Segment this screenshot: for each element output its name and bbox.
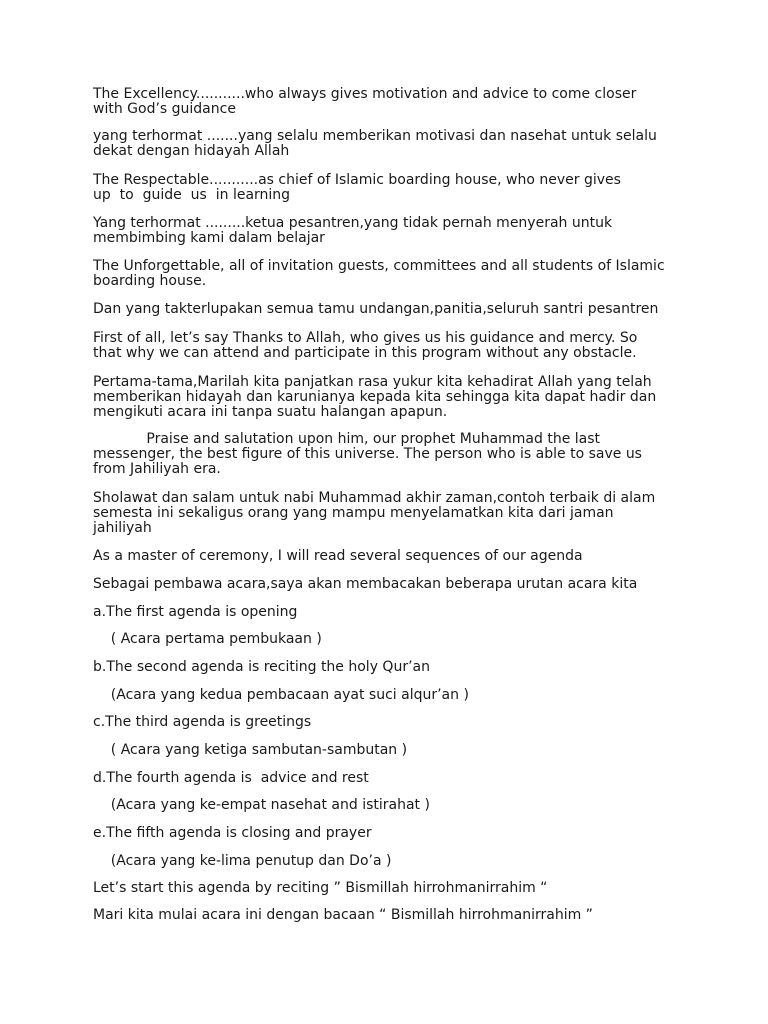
text-line: ( Acara yang ketiga sambutan-sambutan ) [93, 742, 408, 758]
paragraph [93, 87, 693, 117]
paragraph [93, 259, 693, 289]
text-line: (Acara yang ke-empat nasehat and istirahat ) [93, 797, 430, 813]
paragraph [93, 660, 693, 675]
paragraph [93, 491, 693, 535]
paragraph [93, 881, 693, 896]
text-line: c.The third agenda is greetings [93, 714, 312, 730]
text-line: Sebagai pembawa acara,saya akan membacakan beberapa urutan acara kita [93, 576, 638, 592]
text-line: Pertama-tama,Marilah kita panjatkan rasa yukur kita kehadirat Allah yang telah [93, 374, 652, 390]
text-line: The Respectable...........as chief of Islamic boarding house, who never gives [93, 172, 621, 188]
paragraph [93, 771, 693, 786]
text-line: ( Acara pertama pembukaan ) [93, 631, 322, 647]
paragraph [93, 854, 693, 869]
paragraph [93, 375, 693, 419]
text-line: memberikan hidayah dan karunianya kepada kita sehingga kita dapat hadir dan [93, 388, 657, 405]
text-line: semesta ini sekaligus orang yang mampu menyelamatkan kita dari jaman [93, 504, 614, 521]
text-line: b.The second agenda is reciting the holy Qur’an [93, 659, 430, 675]
paragraph [93, 577, 693, 592]
text-line: As a master of ceremony, I will read several sequences of our agenda [93, 548, 583, 564]
text-line: yang terhormat .......yang selalu memberikan motivasi dan nasehat untuk selalu [93, 128, 657, 144]
text-line: that why we can attend and participate in this program without any obstacle. [93, 344, 637, 361]
paragraph [93, 908, 693, 923]
text-line: Yang terhormat .........ketua pesantren,yang tidak pernah menyerah untuk [93, 215, 613, 231]
paragraph [93, 173, 693, 203]
text-line: boarding house. [93, 272, 207, 289]
text-line: jahiliyah [93, 519, 152, 536]
text-line: dekat dengan hidayah Allah [93, 142, 290, 159]
text-line: messenger, the best figure of this universe. The person who is able to save us [93, 445, 642, 462]
paragraph [93, 688, 693, 703]
text-line: First of all, let’s say Thanks to Allah, who gives us his guidance and mercy. So [93, 330, 638, 346]
text-line: (Acara yang kedua pembacaan ayat suci alqur’an ) [93, 687, 469, 703]
paragraph [93, 432, 693, 476]
paragraph [93, 826, 693, 841]
text-line: Let’s start this agenda by reciting ” Bismillah hirrohmanirrahim “ [93, 880, 548, 896]
text-line: e.The fifth agenda is closing and prayer [93, 825, 372, 841]
text-line: from Jahiliyah era. [93, 460, 221, 477]
text-line: The Unforgettable, all of invitation guests, committees and all students of Islamic [93, 258, 665, 274]
text-line: mengikuti acara ini tanpa suatu halangan apapun. [93, 403, 448, 420]
text-line: a.The first agenda is opening [93, 604, 298, 620]
text-line: d.The fourth agenda is advice and rest [93, 770, 369, 786]
text-line: with God’s guidance [93, 100, 236, 117]
paragraph [93, 216, 693, 246]
text-line: up to guide us in learning [93, 186, 291, 203]
paragraph [93, 302, 693, 317]
paragraph [93, 743, 693, 758]
paragraph [93, 798, 693, 813]
text-line: Mari kita mulai acara ini dengan bacaan “ Bismillah hirrohmanirrahim ” [93, 907, 593, 923]
paragraph [93, 331, 693, 361]
paragraph [93, 549, 693, 564]
paragraph [93, 632, 693, 647]
text-line: Dan yang takterlupakan semua tamu undangan,panitia,seluruh santri pesantren [93, 301, 659, 317]
text-line: The Excellency...........who always gives motivation and advice to come closer [93, 86, 637, 102]
text-line: (Acara yang ke-lima penutup dan Do’a ) [93, 853, 392, 869]
paragraph [93, 715, 693, 730]
paragraph [93, 605, 693, 620]
text-line: Praise and salutation upon him, our prophet Muhammad the last [93, 431, 601, 447]
paragraph [93, 129, 693, 159]
text-line: membimbing kami dalam belajar [93, 229, 325, 246]
text-line: Sholawat dan salam untuk nabi Muhammad akhir zaman,contoh terbaik di alam [93, 490, 656, 506]
